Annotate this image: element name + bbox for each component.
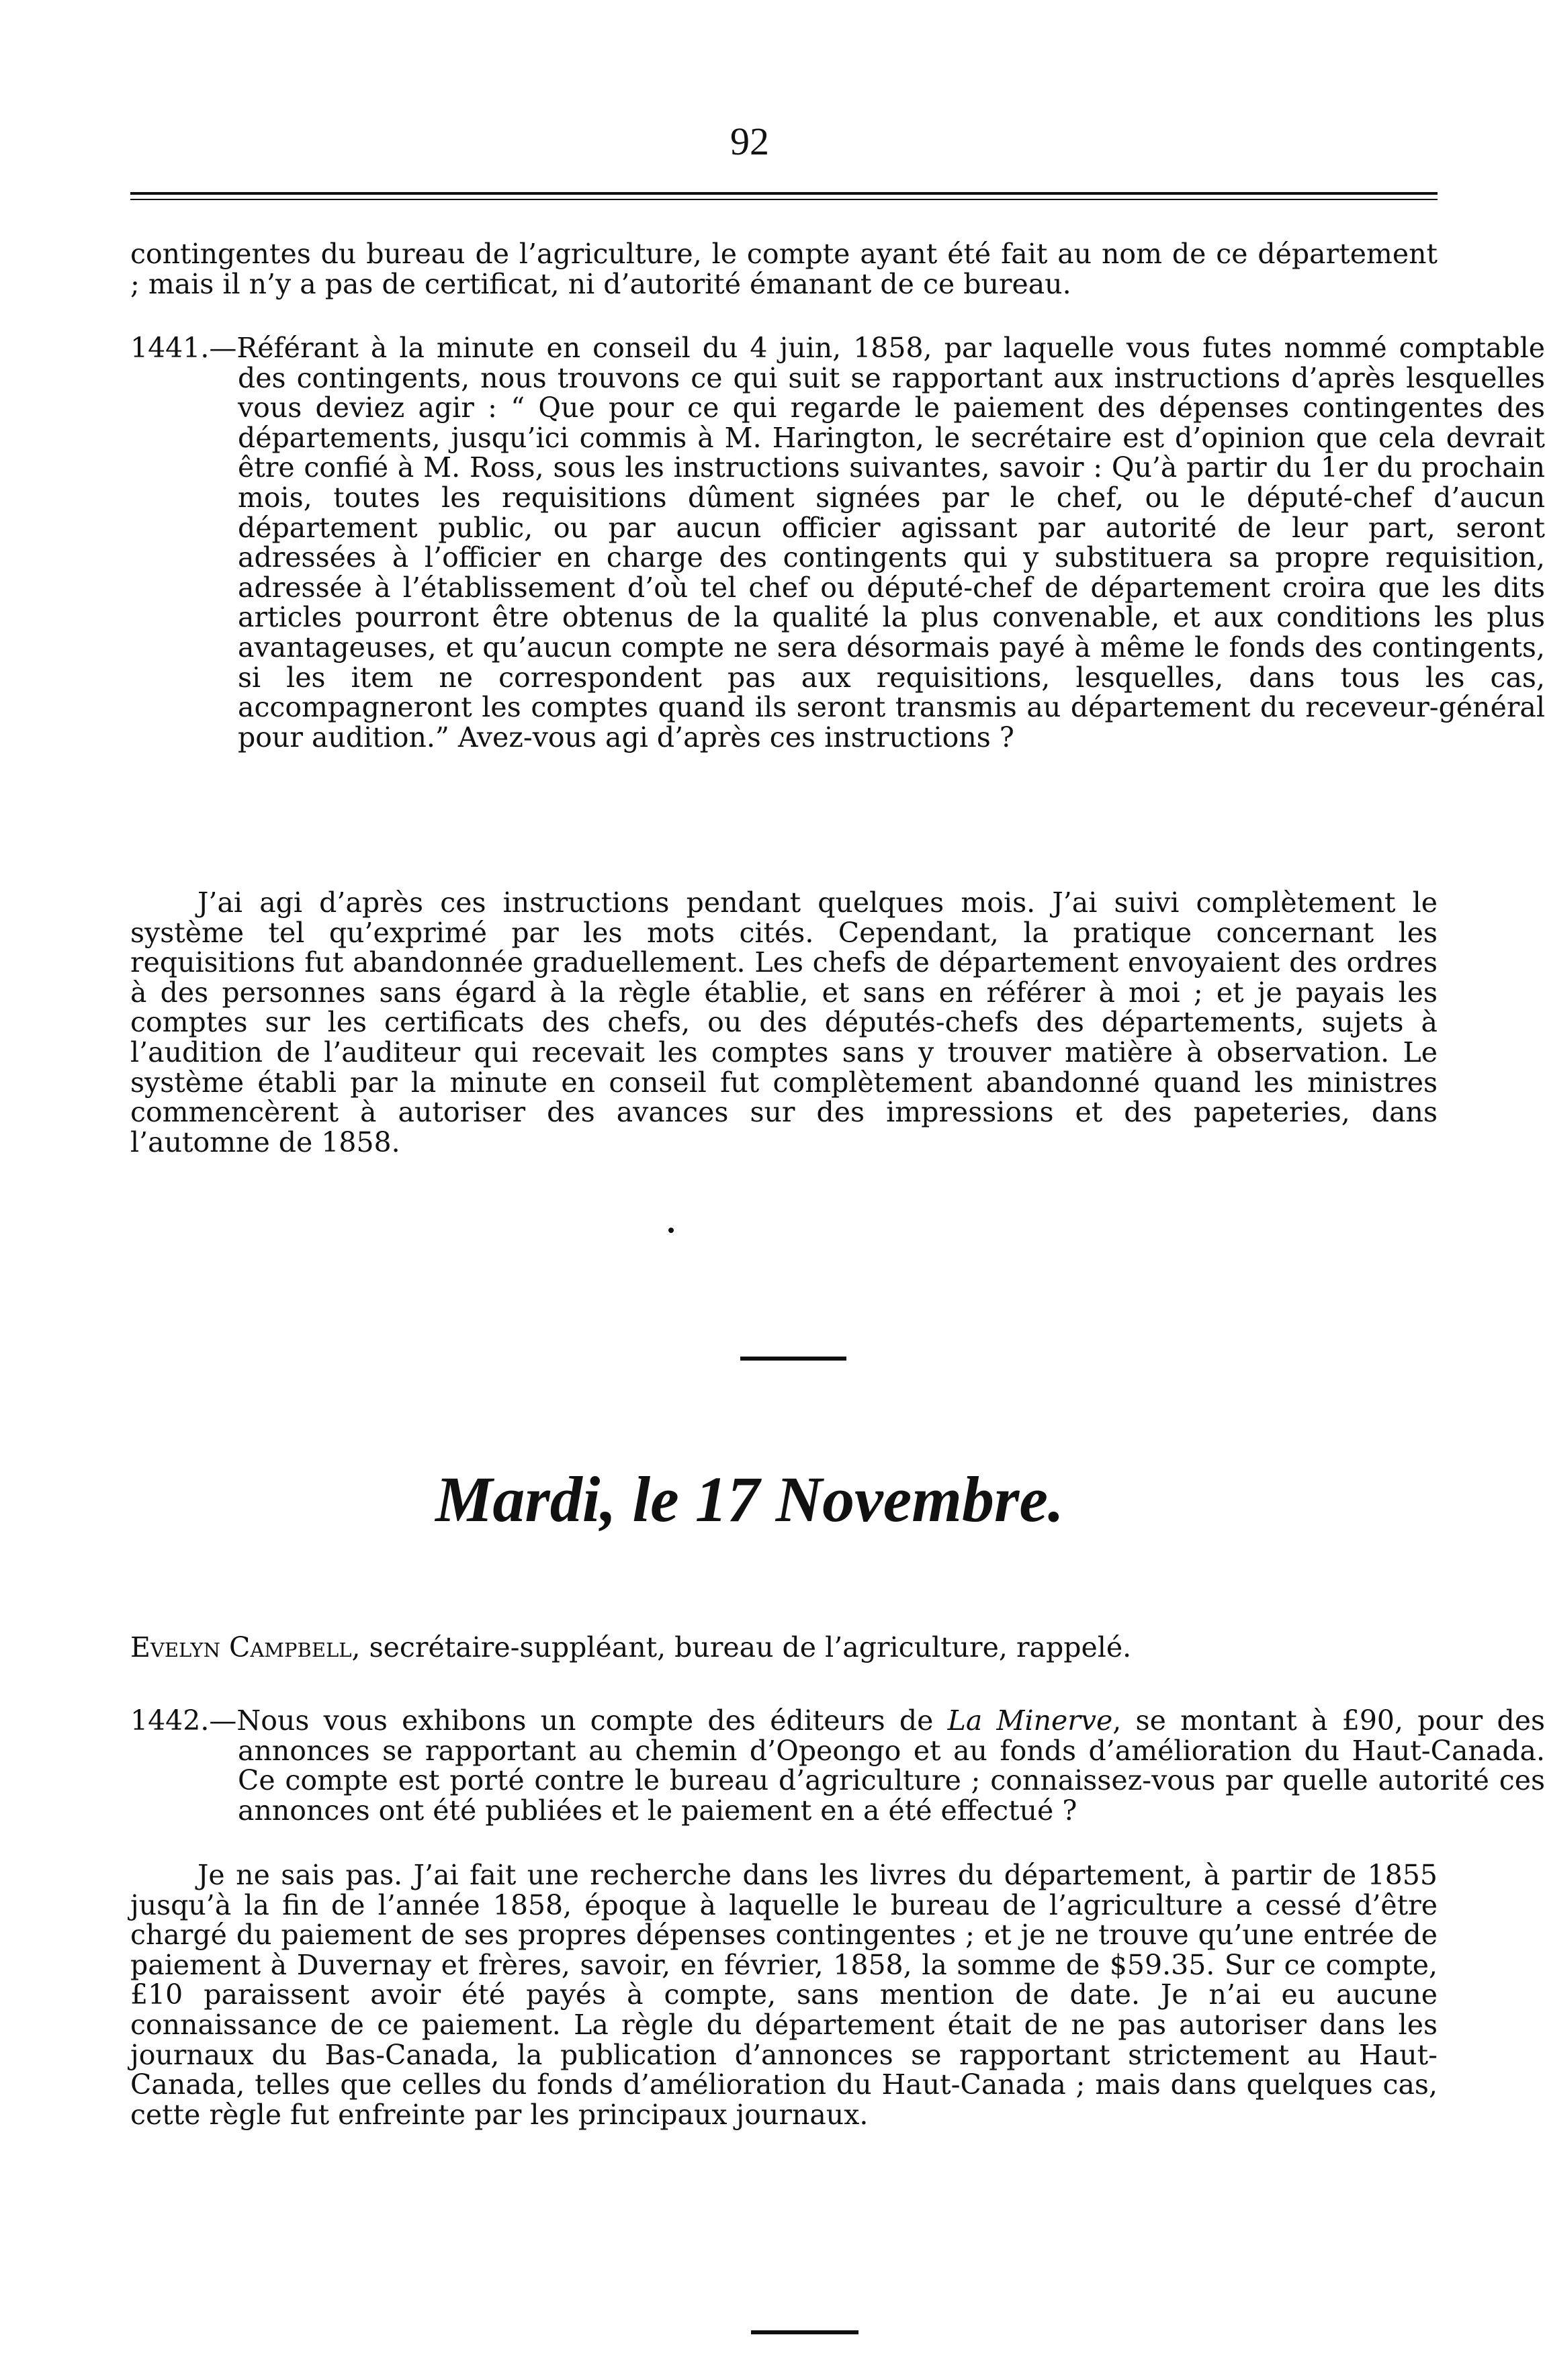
question-number-1441: 1441.	[130, 332, 210, 364]
witness-description: , secrétaire-suppléant, bureau de l’agriculture, rappelé.	[351, 1631, 1132, 1663]
question-text-1441: —Référant à la minute en conseil du 4 juin, 1858, par laquelle vous futes nommé comptable des contingents, nous trouvons ce qui suit se rapportant aux instructions d’après lesquelles vous deviez agir : “ Que pour ce qui regarde le paiement des dépenses contingentes des départements, jusqu’ici commis à M. Harington, le secrétaire est d’opinion que cela devrait être confié à M. Ross, sous les instructions suivantes, savoir : Qu’à partir du 1er du prochain mois, toutes les requisitions dûment signées par le chef, ou le député-chef d’aucun département public, ou par aucun officier agissant par autorité de leur part, seront adressées à l’officier en charge des contingents qui y substituera sa propre requisition, adressée à l’établissement d’où tel chef ou député-chef de département croira que les dits articles pourront être obtenus de la qualité la plus convenable, et aux conditions les plus avantageuses, et qu’aucun compte ne sera désormais payé à même le fonds des contingents, si les item ne correspondent pas aux requisitions, lesquelles, dans tous les cas, accompagneront les comptes quand ils seront transmis au département du receveur-général pour audition.” Avez-vous agi d’après ces instructions ?	[209, 332, 1545, 753]
header-rule-thin	[130, 199, 1438, 200]
question-text-1442-start: —Nous vous exhibons un compte des éditeurs de	[209, 1704, 948, 1737]
section-divider-dash	[740, 1357, 846, 1361]
answer-1441: J’ai agi d’après ces instructions pendant quelques mois. J’ai suivi complètement le système tel qu’exprimé par les mots cités. Cependant, la pratique concernant les requisitions fut abandonnée graduellement. Les chefs de département envoyaient des ordres à des personnes sans égard à la règle établie, et sans en référer à moi ; et je payais les comptes sur les certificats des chefs, ou des députés-chefs des départements, sujets à l’audition de l’auditeur qui recevait les comptes sans y trouver matière à observation. Le système établi par la minute en conseil fut complètement abandonné quand les ministres commencèrent à autoriser des avances sur des impressions et des papeteries, dans l’automne de 1858.	[130, 886, 1438, 1158]
newspaper-title: La Minerve	[947, 1704, 1113, 1737]
answer-1442: Je ne sais pas. J’ai fait une recherche dans les livres du département, à partir de 1855 jusqu’à la fin de l’année 1858, époque à laquelle le bureau de l’agriculture a cessé d’être chargé du paiement de ses propres dépenses contingentes ; et je ne trouve qu’une entrée de paiement à Duvernay et frères, savoir, en février, 1858, la somme de $59.35. Sur ce compte, £10 paraissent avoir été payés à compte, sans mention de date. Je n’ai eu aucune connaissance de ce paiement. La règle du département était de ne pas autoriser dans les journaux du Bas-Canada, la publication d’annonces se rapportant strictement au Haut-Canada, telles que celles du fonds d’amélioration du Haut-Canada ; mais dans quelques cas, cette règle fut enfreinte par les principaux journaux.	[130, 1859, 1438, 2131]
witness-name: Evelyn Campbell	[130, 1631, 352, 1663]
question-1442	[130, 1706, 1545, 1825]
header-rule-thick	[130, 192, 1438, 195]
session-date-heading: Mardi, le 17 Novembre.	[435, 1463, 1064, 1535]
witness-line	[130, 1632, 1438, 1663]
question-number-1442: 1442.	[130, 1704, 210, 1737]
page-number: 92	[730, 120, 769, 163]
continuation-paragraph: contingentes du bureau de l’agriculture, le compte ayant été fait au nom de ce département ; mais il n’y a pas de certificat, ni d’autorité émanant de ce bureau.	[130, 238, 1438, 300]
footer-divider-dash	[751, 2330, 858, 2334]
question-text-1442-end: , se montant à £90, pour des annonces se rapportant au chemin d’Opeongo et au fonds d’amélioration du Haut-Canada. Ce compte est porté contre le bureau d’agriculture ; connaissez-vous par quelle autorité ces annonces ont été publiées et le paiement en a été effectué ?	[238, 1704, 1545, 1827]
question-1441	[130, 333, 1545, 752]
ink-dot	[668, 1228, 674, 1233]
